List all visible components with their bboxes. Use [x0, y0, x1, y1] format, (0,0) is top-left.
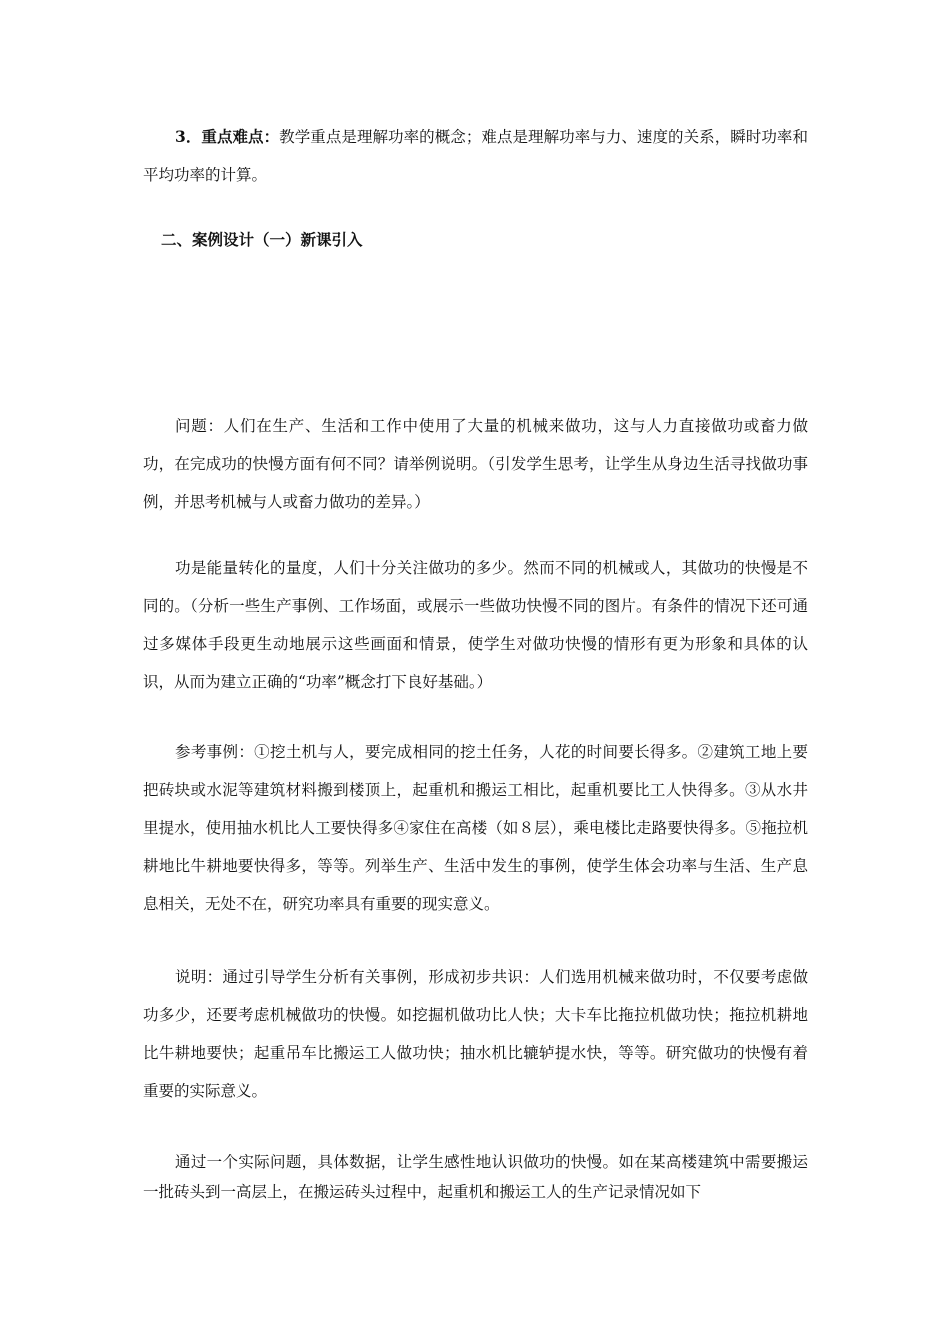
paragraph-question: 问题：人们在生产、生活和工作中使用了大量的机械来做功，这与人力直接做功或畜力做功，在完成功的快慢方面有何不同？请举例说明。（引发学生思考，让学生从身边生活寻找做功事例，并思考机械与人或畜力做功的差异。） — [143, 417, 808, 511]
section-heading: 二、案例设计（一）新课引入 — [161, 230, 363, 249]
key-points-text: 教学重点是理解功率的概念；难点是理解功率与力、速度的关系，瞬时功率和平均功率的计算。 — [143, 128, 808, 184]
paragraph-explanation: 说明：通过引导学生分析有关事例，形成初步共识：人们选用机械来做功时，不仅要考虑做功多少，还要考虑机械做功的快慢。如挖掘机做功比人快；大卡车比拖拉机做功快；拖拉机耕地比牛耕地要快；起重吊车比搬运工人做功快；抽水机比辘轳提水快，等等。研究做功的快慢有着重要的实际意义。 — [143, 968, 808, 1100]
paragraph-practical-problem: 通过一个实际问题，具体数据，让学生感性地认识做功的快慢。如在某高楼建筑中需要搬运一批砖头到一高层上，在搬运砖头过程中，起重机和搬运工人的生产记录情况如下 — [143, 1153, 808, 1201]
key-points-paragraph — [143, 118, 808, 194]
paragraph-reference-examples: 参考事例：①挖土机与人，要完成相同的挖土任务，人花的时间要长得多。②建筑工地上要把砖块或水泥等建筑材料搬到楼顶上，起重机和搬运工相比，起重机要比工人快得多。③从水井里提水，使用抽水机比人工要快得多④家住在高楼（如８层），乘电楼比走路要快得多。⑤拖拉机耕地比牛耕地要快得多，等等。列举生产、生活中发生的事例，使学生体会功率与生活、生产息息相关，无处不在，研究功率具有重要的现实意义。 — [143, 743, 808, 913]
paragraph-work-energy: 功是能量转化的量度，人们十分关注做功的多少。然而不同的机械或人，其做功的快慢是不同的。（分析一些生产事例、工作场面，或展示一些做功快慢不同的图片。有条件的情况下还可通过多媒体手段更生动地展示这些画面和情景，使学生对做功快慢的情形有更为形象和具体的认识，从而为建立正确的“功率”概念打下良好基础。） — [143, 559, 808, 691]
key-points-label: 3．重点难点： — [175, 127, 280, 146]
